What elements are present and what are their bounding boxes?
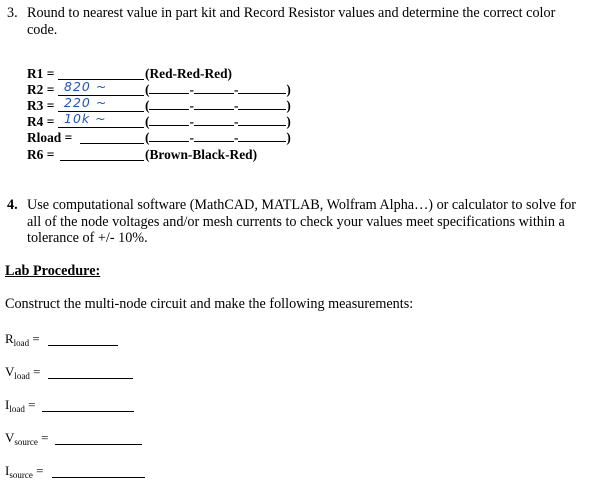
measurement-blank-rload[interactable] [48, 345, 118, 346]
measurement-blank-vload[interactable] [48, 378, 133, 379]
resistor-label-r2: R2 = [27, 82, 55, 97]
lab-procedure-instruction: Construct the multi-node circuit and make the following measurements: [5, 296, 414, 312]
q3-text-line2: code. [27, 22, 58, 38]
measurement-iload [5, 397, 35, 414]
measurement-subscript: source [14, 437, 38, 447]
measurement-subscript: load [14, 371, 30, 381]
q4-number: 4. [7, 197, 18, 213]
equals-sign: = [28, 397, 36, 412]
measurement-vload [5, 364, 40, 381]
measurement-symbol: V [5, 430, 15, 445]
q3-text-line1: Round to nearest value in part kit and Record Resistor values and determine the correct color [27, 5, 556, 21]
measurement-symbol: I [5, 463, 10, 478]
color-code-blank-rload[interactable]: ( - - ) [145, 130, 291, 145]
measurement-isource [5, 463, 43, 480]
measurement-subscript: source [9, 470, 33, 480]
handwritten-value-r3: 220 ~ [64, 95, 108, 110]
measurement-blank-vsource[interactable] [55, 444, 142, 445]
measurement-blank-iload[interactable] [42, 411, 134, 412]
measurement-symbol: V [5, 364, 15, 379]
handwritten-value-r4: 10k ~ [64, 111, 107, 126]
handwritten-value-r2: 820 ~ [64, 79, 108, 94]
measurement-vsource [5, 430, 48, 447]
measurement-symbol: I [5, 397, 10, 412]
resistor-value-blank-r4[interactable] [58, 127, 144, 128]
equals-sign: = [33, 364, 41, 379]
resistor-label-r6: R6 = [27, 147, 55, 162]
resistor-value-blank-rload[interactable] [80, 143, 144, 144]
measurement-rload [5, 331, 40, 348]
resistor-label-r3: R3 = [27, 98, 55, 113]
color-code-r1: (Red-Red-Red) [145, 66, 233, 81]
resistor-label-rload: Rload = [27, 130, 73, 145]
measurement-subscript: load [13, 338, 30, 348]
color-code-blank-r2[interactable]: ( - - ) [145, 82, 291, 97]
resistor-label-r4: R4 = [27, 114, 55, 129]
equals-sign: = [41, 430, 49, 445]
q3-number: 3. [7, 5, 18, 21]
measurement-blank-isource[interactable] [52, 477, 145, 478]
q4-text: Use computational software (MathCAD, MATLAB, Wolfram Alpha…) or calculator to solve for all of the node voltages and/or mesh currents to check your values meet specifications within a tolerance of +/- 10%. [27, 197, 577, 246]
color-code-blank-r4[interactable]: ( - - ) [145, 114, 291, 129]
equals-sign: = [36, 463, 44, 478]
measurement-subscript: load [9, 404, 25, 414]
equals-sign: = [32, 331, 40, 346]
lab-procedure-heading: Lab Procedure: [5, 263, 101, 279]
resistor-label-r1: R1 = [27, 66, 55, 81]
resistor-value-blank-r6[interactable] [60, 160, 144, 161]
color-code-r6: (Brown-Black-Red) [145, 147, 258, 162]
measurement-symbol: R [5, 331, 14, 346]
color-code-blank-r3[interactable]: ( - - ) [145, 98, 291, 113]
